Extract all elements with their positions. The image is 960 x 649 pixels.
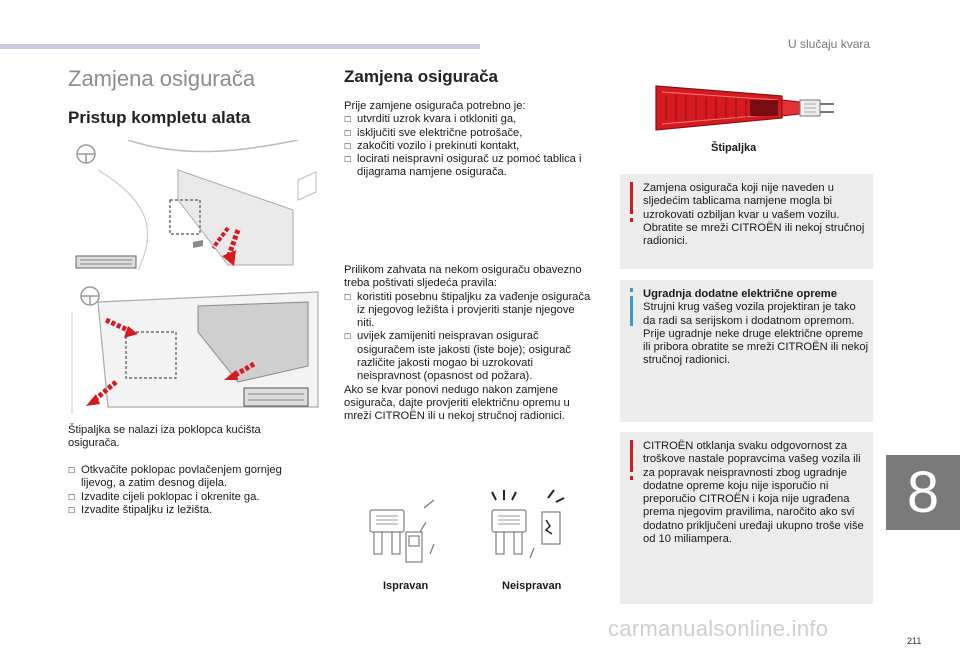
rule-item: ☐ koristiti posebnu štipaljku za vađenje osigurača iz njegovog ležišta i provjeriti stanje njegove niti.: [344, 291, 594, 331]
prereq-item: ☐ isključiti sve električne potrošače,: [344, 127, 592, 140]
dashboard-bottom-svg: [68, 282, 324, 414]
rules-closing: Ako se kvar ponovi nedugo nakon zamjene osigurača, dajte provjeriti električnu opremu u mreži CITROËN ili u nekoj stručnoj radionici.: [344, 383, 570, 423]
info-icon: [630, 288, 633, 292]
prereq-item: ☐ zakočiti vozilo i prekinuti kontakt,: [344, 140, 592, 153]
tweezers-caption: Štipaljka: [711, 142, 757, 154]
tweezers: [244, 388, 308, 406]
dashboard-illustration-bottom: [68, 282, 324, 414]
step-item: ☐ Izvadite štipaljku iz ležišta.: [68, 504, 313, 517]
info-box-accessories: [620, 280, 873, 422]
info-content: [643, 288, 871, 368]
tweezers-svg: [650, 82, 840, 134]
prereq-item: ☐ utvrditi uzrok kvara i otkloniti ga,: [344, 113, 592, 126]
chapter-number: 8: [906, 460, 940, 525]
prereq-intro: Prije zamjene osigurača potrebno je:: [344, 100, 526, 112]
fuse-rules: [344, 264, 594, 424]
rule-item: ☐ uvijek zamijeniti neispravan osigurač osiguračem iste jakosti (iste boje); osigurač različite jakosti mogao bi uzrokovati neispravnost (opasnost od požara).: [344, 330, 594, 383]
fuse-bad-label: Neispravan: [502, 580, 562, 592]
warning-icon: [630, 182, 633, 214]
watermark: carmanualsonline.info: [608, 616, 829, 641]
dashboard-illustration-top: [68, 140, 324, 270]
good-fuse-icon: [370, 500, 434, 562]
header-bar: [0, 44, 480, 49]
toolkit-steps: [68, 464, 313, 517]
fuse-ok-label: Ispravan: [383, 580, 429, 592]
liability-text: CITROËN otklanja svaku odgovornost za troškove nastale popravcima vašeg vozila ili za popravak neispravnosti zbog ugradnje dodatne opreme koju nije isporučio ni preporučio CITROËN i koja nije ugrađena prema njegovim pravilima, naročito ako svi dodatno priključeni uređaji ukupno troše više od 10 miliampera.: [643, 440, 864, 546]
toolkit-heading: Pristup kompletu alata: [68, 108, 251, 127]
section-title: Zamjena osigurača: [68, 66, 256, 91]
warning-box-liability: [620, 432, 873, 604]
prereq-item: ☐ locirati neispravni osigurač uz pomoć tablica i dijagrama namjene osigurača.: [344, 153, 592, 180]
warning-box-unlisted-fuse: [620, 174, 873, 269]
chapter-title: U slučaju kvara: [788, 37, 871, 51]
blown-fuse-icon: [492, 490, 564, 558]
fuse-comparison-svg: [358, 488, 588, 578]
info-body: Strujni krug vašeg vozila projektiran je tako da radi sa serijskom i dodatnom opremom. Prije ugradnje neke druge električne opreme ili pribora obratite se mreži CITROËN ili nekoj stručnoj radionici.: [643, 301, 869, 367]
dashboard-top-svg: [68, 140, 324, 270]
fuse-comparison-illustration: [358, 488, 588, 578]
tweezers-slot: [76, 256, 136, 268]
tweezers-illustration: [650, 82, 840, 134]
step-item: ☐ Otkvačite poklopac povlačenjem gornjeg lijevog, a zatim desnog dijela.: [68, 464, 313, 491]
info-title: Ugradnja dodatne električne opreme: [643, 288, 837, 300]
warning-text: Zamjena osigurača koji nije naveden u sljedećim tablicama namjene mogla bi uzrokovati ozbiljan kvar u vašem vozilu. Obratite se mreži CITROËN ili nekoj stručnoj radionici.: [643, 182, 865, 248]
fuse-prereq: [344, 100, 592, 180]
toolkit-intro: Štipaljka se nalazi iza poklopca kućišta osigurača.: [68, 424, 261, 450]
page-number: 211: [907, 636, 922, 646]
chapter-tab: [886, 455, 960, 530]
rules-intro: Prilikom zahvata na nekom osiguraču obavezno treba poštivati sljedeća pravila:: [344, 264, 582, 290]
warning-icon: [630, 440, 633, 472]
step-item: ☐ Izvadite cijeli poklopac i okrenite ga.: [68, 491, 313, 504]
fuse-heading: Zamjena osigurača: [344, 67, 499, 86]
